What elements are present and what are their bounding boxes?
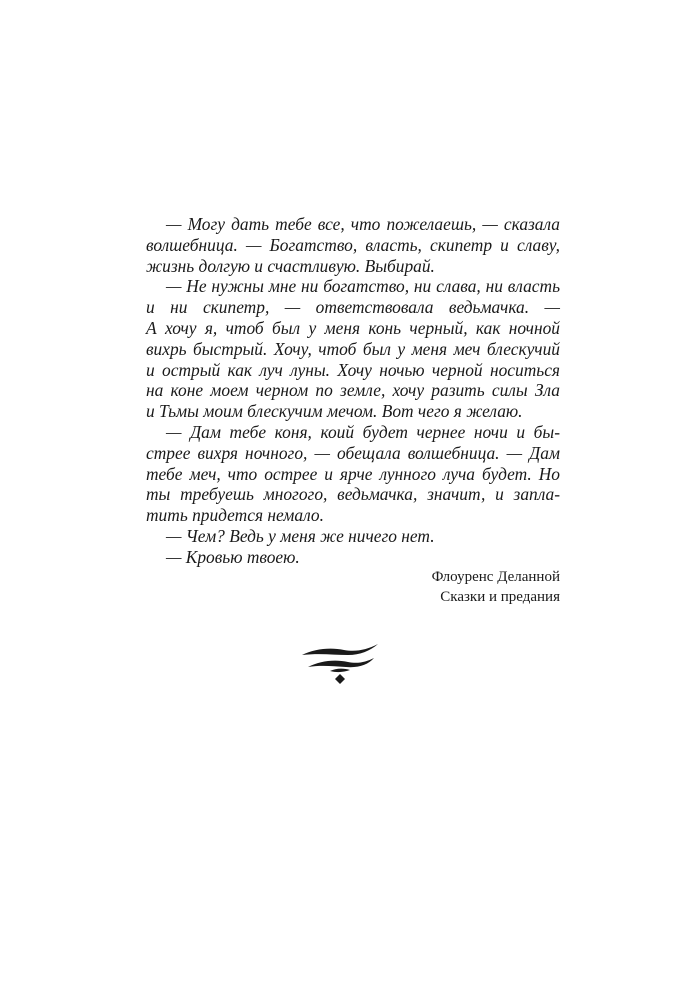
epigraph-line: — Кровью твоею.: [166, 546, 300, 567]
epigraph-line: жизнь долгую и счастливую. Выбирай.: [146, 255, 435, 276]
epigraph-line: тить придется немало.: [146, 505, 324, 526]
epigraph-line: и Тьмы моим блескучим мечом. Вот чего я желаю.: [146, 401, 523, 422]
epigraph-line: — Дам тебе коня, коий будет чернее ночи и бы-: [166, 421, 560, 442]
epigraph-line: — Могу дать тебе все, что пожелаешь, — сказала: [166, 214, 560, 234]
epigraph-line: — Чем? Ведь у меня же ничего нет.: [166, 525, 435, 546]
attribution-author: Флоуренс Деланной: [431, 569, 560, 585]
epigraph-line: ты требуешь многого, ведьмачка, значит, и запла-: [146, 484, 560, 505]
attribution: [432, 568, 560, 607]
epigraph-line: — Не нужны мне ни богатство, ни слава, ни власть: [166, 276, 560, 297]
epigraph-line: стрее вихря ночного, — обещала волшебница. — Дам: [146, 442, 560, 463]
attribution-source: Сказки и предания: [440, 588, 560, 605]
epigraph-line: А хочу я, чтоб был у меня конь черный, как ночной: [146, 317, 560, 338]
epigraph-line: на коне моем черном по земле, хочу разить силы Зла: [146, 380, 560, 401]
epigraph-line: волшебница. — Богатство, власть, скипетр и славу,: [146, 234, 560, 255]
epigraph-line: тебе меч, что острее и ярче лунного луча будет. Но: [146, 463, 560, 484]
epigraph-line: и ни скипетр, — ответствовала ведьмачка. —: [146, 297, 560, 318]
flourish-ornament-icon: [300, 641, 380, 689]
epigraph-text: [146, 214, 560, 568]
epigraph-line: вихрь быстрый. Хочу, чтоб был у меня меч блескучий: [146, 338, 560, 359]
epigraph-line: и острый как луч луны. Хочу ночью черной носиться: [146, 359, 560, 380]
